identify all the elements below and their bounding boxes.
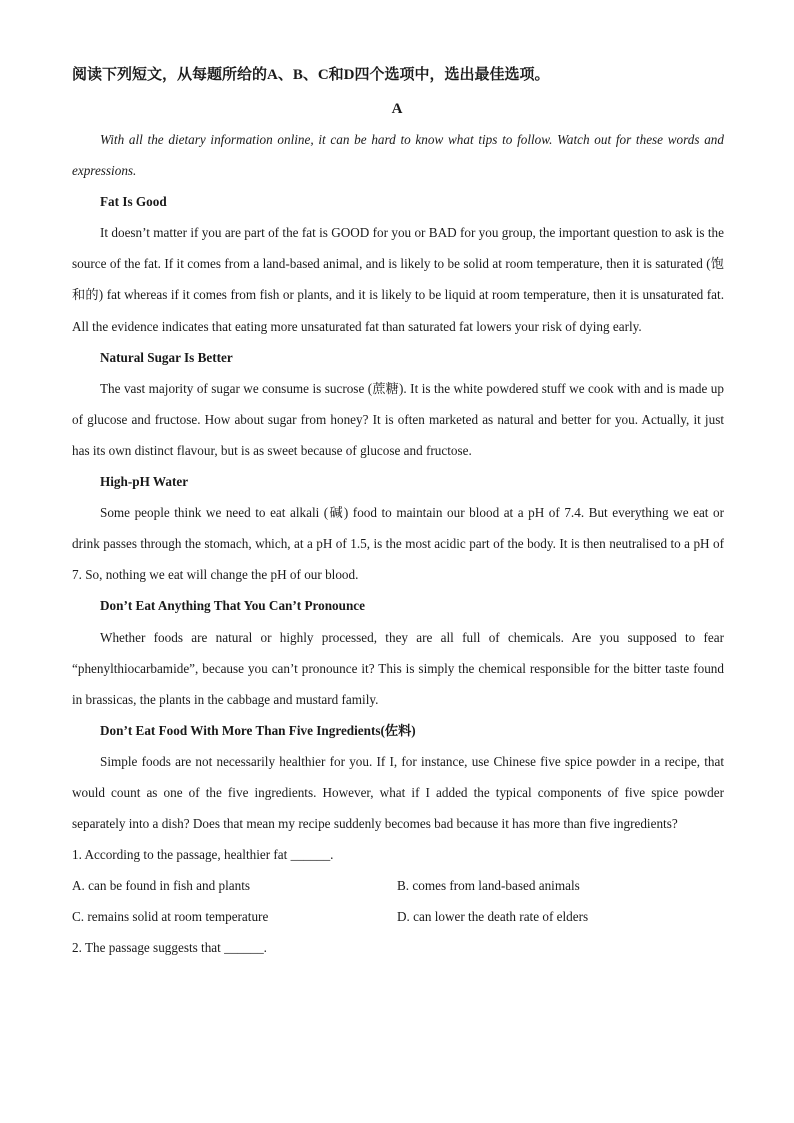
question-1-options-row-1 xyxy=(72,870,724,901)
question-2-stem: 2. The passage suggests that ______. xyxy=(72,940,267,956)
section-paragraph-pronounce: Whether foods are natural or highly processed, they are all full of chemicals. Are you supposed to fear “phenylthiocarbamide”, because you can’t pronounce it? This is simply the chemical responsible for the bitter taste found in brassicas, the plants in the cabbage and mustard family. xyxy=(72,629,724,707)
question-1-options-row-2 xyxy=(72,901,724,932)
section-paragraph-ph-water: Some people think we need to eat alkali (碱) food to maintain our blood at a pH of 7.4. But everything we eat or drink passes through the stomach, which, at a pH of 1.5, is the most acidic part of the body. It is then neutralised to a pH of 7. So, nothing we eat will change the pH of our blood. xyxy=(72,505,724,583)
section-heading-ph-water: High-pH Water xyxy=(100,474,189,490)
section-heading-fat: Fat Is Good xyxy=(100,194,167,210)
section-heading-pronounce: Don’t Eat Anything That You Can’t Pronounce xyxy=(100,598,366,614)
question-1-stem: 1. According to the passage, healthier fat ______. xyxy=(72,847,334,863)
question-1-option-d: D. can lower the death rate of elders xyxy=(397,909,589,925)
question-1-option-a: A. can be found in fish and plants xyxy=(72,878,250,894)
question-1-option-c: C. remains solid at room temperature xyxy=(72,909,269,925)
section-paragraph-sugar: The vast majority of sugar we consume is sucrose (蔗糖). It is the white powdered stuff we cook with and is made up of glucose and fructose. How about sugar from honey? It is often marketed as natural and better for you. Actually, it just has its own distinct flavour, but is as sweet because of glucose and fructose. xyxy=(72,380,724,458)
section-heading-sugar: Natural Sugar Is Better xyxy=(100,349,233,365)
instruction-text: 阅读下列短文，从每题所给的A、B、C和D四个选项中，选出最佳选项。 xyxy=(72,67,550,83)
section-paragraph-ingredients: Simple foods are not necessarily healthier for you. If I, for instance, use Chinese five spice powder in a recipe, that would count as one of the five ingredients. However, what if I added the typical components of five spice powder separately into a dish? Does that mean my recipe suddenly becomes bad because it has more than five ingredients? xyxy=(72,753,724,832)
section-letter: A xyxy=(391,101,403,117)
section-heading-ingredients: Don’t Eat Food With More Than Five Ingredients(佐料) xyxy=(100,722,416,738)
question-1-option-b: B. comes from land-based animals xyxy=(397,878,580,894)
intro-paragraph: With all the dietary information online, it can be hard to know what tips to follow. Watch out for these words and expressions. xyxy=(72,132,724,179)
passage-body xyxy=(72,124,724,964)
section-paragraph-fat: It doesn’t matter if you are part of the fat is GOOD for you or BAD for you group, the important question to ask is the source of the fat. If it comes from a land-based animal, and is likely to be solid at room temperature, then it is saturated (饱和的) fat whereas if it comes from fish or plants, and it is likely to be liquid at room temperature, then it is unsaturated fat. All the evidence indicates that eating more unsaturated fat than saturated fat lowers your risk of dying early. xyxy=(72,225,724,334)
